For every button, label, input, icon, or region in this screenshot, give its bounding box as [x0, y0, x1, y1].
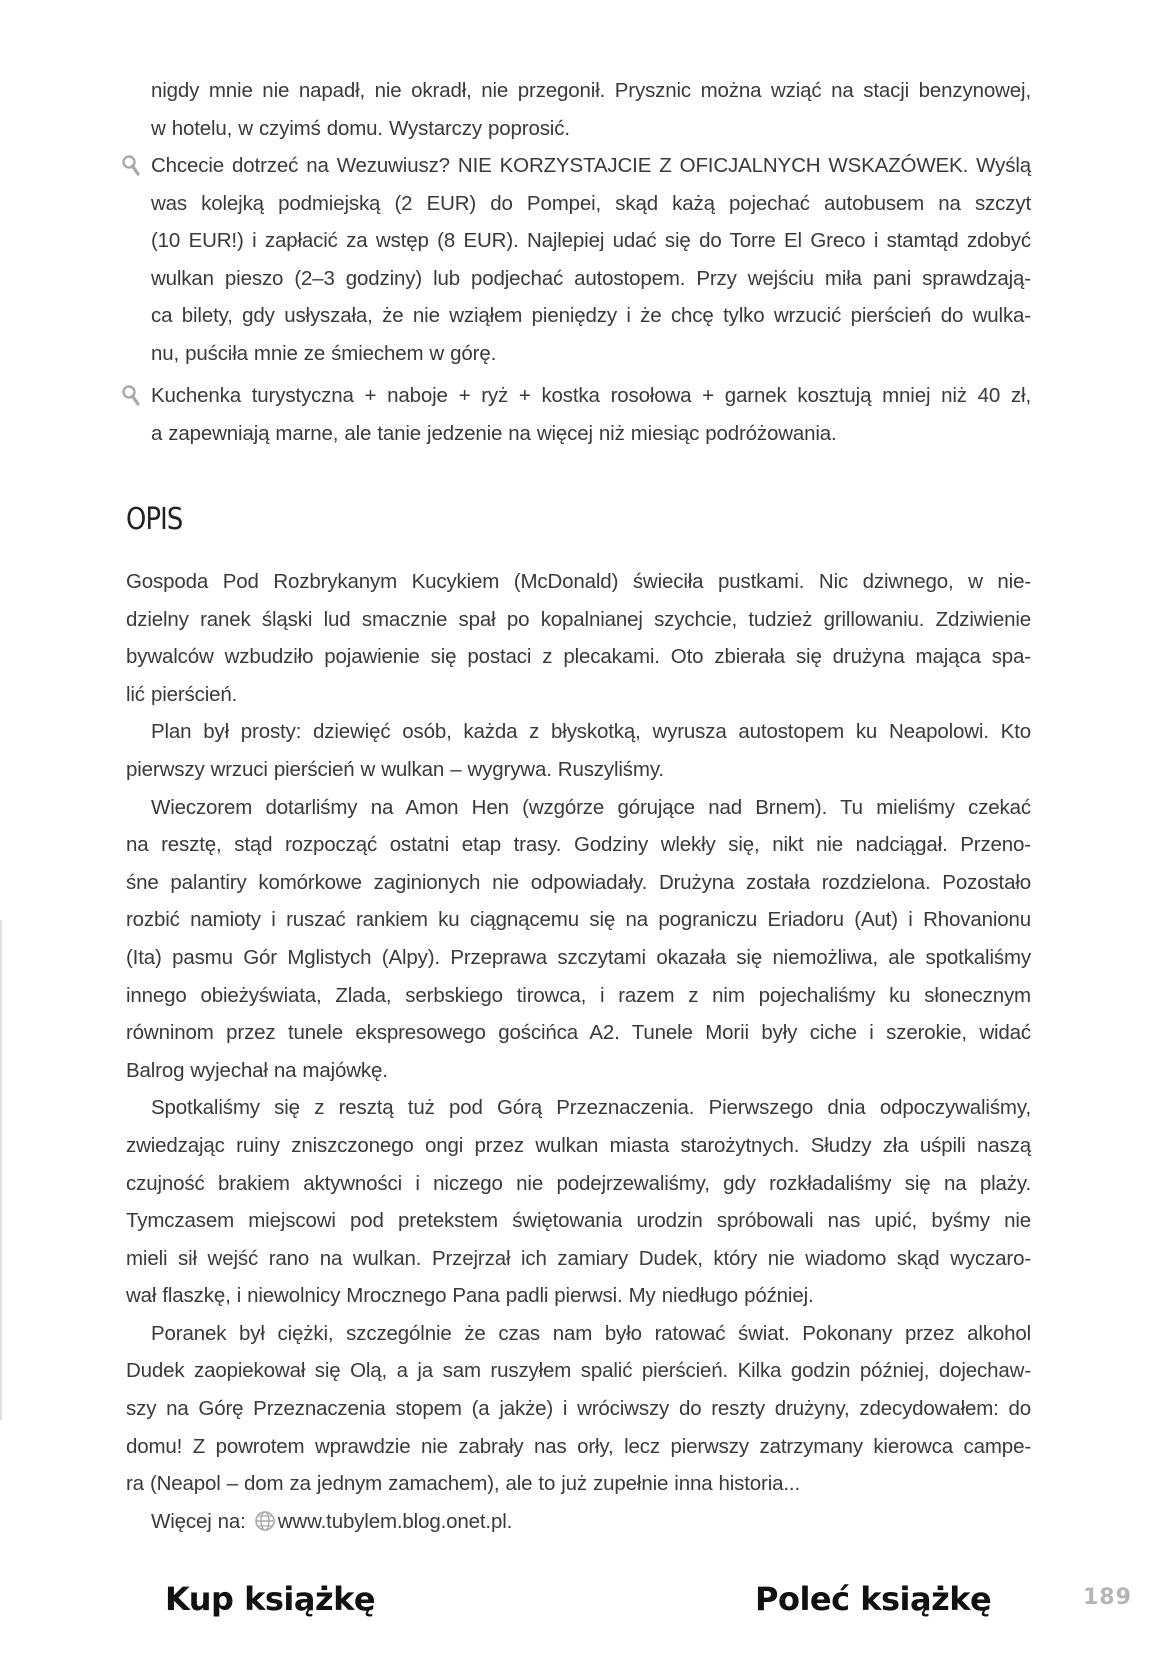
text-line: (10 EUR!) i zapłacić za wstęp (8 EUR). Najlepiej udać się do Torre El Greco i stamtąd zdobyć	[151, 229, 1031, 253]
text-line: Tymczasem miejscowi pod pretekstem świętowania urodzin spróbowali nas upić, byśmy nie	[126, 1209, 1031, 1233]
magnifier-bullet-icon	[121, 385, 141, 407]
text-line: zwiedzając ruiny zniszczonego ongi przez wulkan miasta starożytnych. Słudzy zła uśpili naszą	[126, 1133, 1031, 1157]
text-line: śne palantiry komórkowe zaginionych nie odpowiadały. Drużyna została rozdzielona. Pozostało	[126, 870, 1031, 894]
section-heading: OPIS	[126, 502, 183, 537]
page-number: 189	[1083, 1585, 1132, 1610]
magnifier-bullet-icon	[121, 155, 141, 177]
text-line: pierwszy wrzuci pierścień w wulkan – wygrywa. Ruszyliśmy.	[126, 757, 664, 781]
paragraph	[126, 713, 1031, 788]
text-line: mieli sił wejść rano na wulkan. Przejrzał ich zamiary Dudek, który nie wiadomo skąd wyczaro-	[126, 1246, 1031, 1270]
text-line: nu, puściła mnie ze śmiechem w górę.	[151, 341, 497, 365]
tip-bullet	[151, 147, 1031, 373]
text-line: ca bilety, gdy usłyszała, że nie wziąłem pieniędzy i że chcę tylko wrzucić pierścień do wulka-	[151, 304, 1031, 328]
text-line: domu! Z powrotem wprawdzie nie zabrały nas orły, lecz pierwszy zatrzymany kierowca campe-	[126, 1434, 1031, 1458]
recommend-book-button[interactable]: Poleć książkę	[755, 1580, 992, 1618]
text-line: Gospoda Pod Rozbrykanym Kucykiem (McDonald) świeciła pustkami. Nic dziwnego, w nie-	[126, 570, 1031, 593]
text-line: was kolejką podmiejską (2 EUR) do Pompei, skąd każą pojechać autobusem na szczyt	[151, 191, 1031, 215]
text-line: Kuchenka turystyczna + naboje + ryż + kostka rosołowa + garnek kosztują mniej niż 40 zł,	[151, 384, 1031, 407]
paragraph	[126, 789, 1031, 1090]
text-line: Plan był prosty: dziewięć osób, każda z błyskotką, wyrusza autostopem ku Neapolowi. Kto	[151, 720, 1031, 744]
text-line: w hotelu, w czyimś domu. Wystarczy poprosić.	[151, 116, 570, 140]
text-line: ra (Neapol – dom za jednym zamachem), ale to już zupełnie inna historia...	[126, 1472, 801, 1496]
page-edge-marks	[0, 920, 3, 1420]
text-line: Spotkaliśmy się z resztą tuż pod Górą Przeznaczenia. Pierwszego dnia odpoczywaliśmy,	[151, 1096, 1031, 1120]
text-line: Chcecie dotrzeć na Wezuwiusz? NIE KORZYSTAJCIE Z OFICJALNYCH WSKAZÓWEK. Wyślą	[151, 154, 1031, 177]
text-line: na resztę, stąd rozpocząć ostatni etap trasy. Godziny wlekły się, nikt nie nadciągał. Przeno-	[126, 833, 1031, 857]
text-line: nigdy mnie nie napadł, nie okradł, nie przegonił. Prysznic można wziąć na stacji benzynowej,	[151, 79, 1031, 102]
text-line: lić pierścień.	[126, 682, 238, 706]
globe-icon	[254, 1510, 276, 1532]
text-line: innego obieżyświata, Zlada, serbskiego tirowca, i razem z nim pojechaliśmy ku słonecznym	[126, 983, 1031, 1007]
tip-bullet	[151, 377, 1031, 452]
section-body	[126, 563, 1031, 1540]
text-line: Poranek był ciężki, szczególnie że czas nam było ratować świat. Pokonany przez alkohol	[151, 1321, 1031, 1345]
text-line: Balrog wyjechał na majówkę.	[126, 1058, 388, 1082]
paragraph	[126, 1315, 1031, 1503]
text-line: czujność brakiem aktywności i niczego nie podejrzewaliśmy, gdy rozkładaliśmy się na plaży.	[126, 1171, 1031, 1195]
paragraph	[126, 1089, 1031, 1315]
text-line: Dudek zaopiekował się Olą, a ja sam ruszyłem spalić pierścień. Kilka godzin później, dojechaw-	[126, 1359, 1031, 1383]
text-line: bywalców wzbudziło pojawienie się postaci z plecakami. Oto zbierała się drużyna mająca spa-	[126, 645, 1031, 669]
text-line: szy na Górę Przeznaczenia stopem (a jakże) i wróciwszy do reszty drużyny, zdecydowałem: do	[126, 1397, 1031, 1421]
tip-continuation	[151, 72, 1031, 147]
text-line: wał flaszkę, i niewolnicy Mrocznego Pana padli pierwsi. My niedługo później.	[126, 1284, 814, 1308]
more-info-label: Więcej na:	[151, 1509, 246, 1533]
text-line: rozbić namioty i ruszać rankiem ku ciągnącemu się na pograniczu Eriadoru (Aut) i Rhovanionu	[126, 908, 1031, 932]
text-line: (Ita) pasmu Gór Mglistych (Alpy). Przeprawa szczytami okazała się niemożliwa, ale spotkaliśmy	[126, 945, 1031, 969]
more-info-line	[126, 1503, 1031, 1541]
paragraph	[126, 563, 1031, 713]
text-line: Wieczorem dotarliśmy na Amon Hen (wzgórze górujące nad Brnem). Tu mieliśmy czekać	[151, 795, 1031, 819]
text-line: równinom przez tunele ekspresowego gościńca A2. Tunele Morii były ciche i szerokie, widać	[126, 1021, 1031, 1045]
text-line: wulkan pieszo (2–3 godziny) lub podjechać autostopem. Przy wejściu miła pani sprawdzają-	[151, 266, 1031, 290]
buy-book-button[interactable]: Kup książkę	[165, 1580, 376, 1618]
text-line: dzielny ranek śląski lud smacznie spał po kopalnianej szychcie, tudzież grillowaniu. Zdziwienie	[126, 607, 1031, 631]
text-line: a zapewniają marne, ale tanie jedzenie na więcej niż miesiąc podróżowania.	[151, 421, 837, 445]
blog-link[interactable]: www.tubylem.blog.onet.pl.	[277, 1509, 513, 1533]
